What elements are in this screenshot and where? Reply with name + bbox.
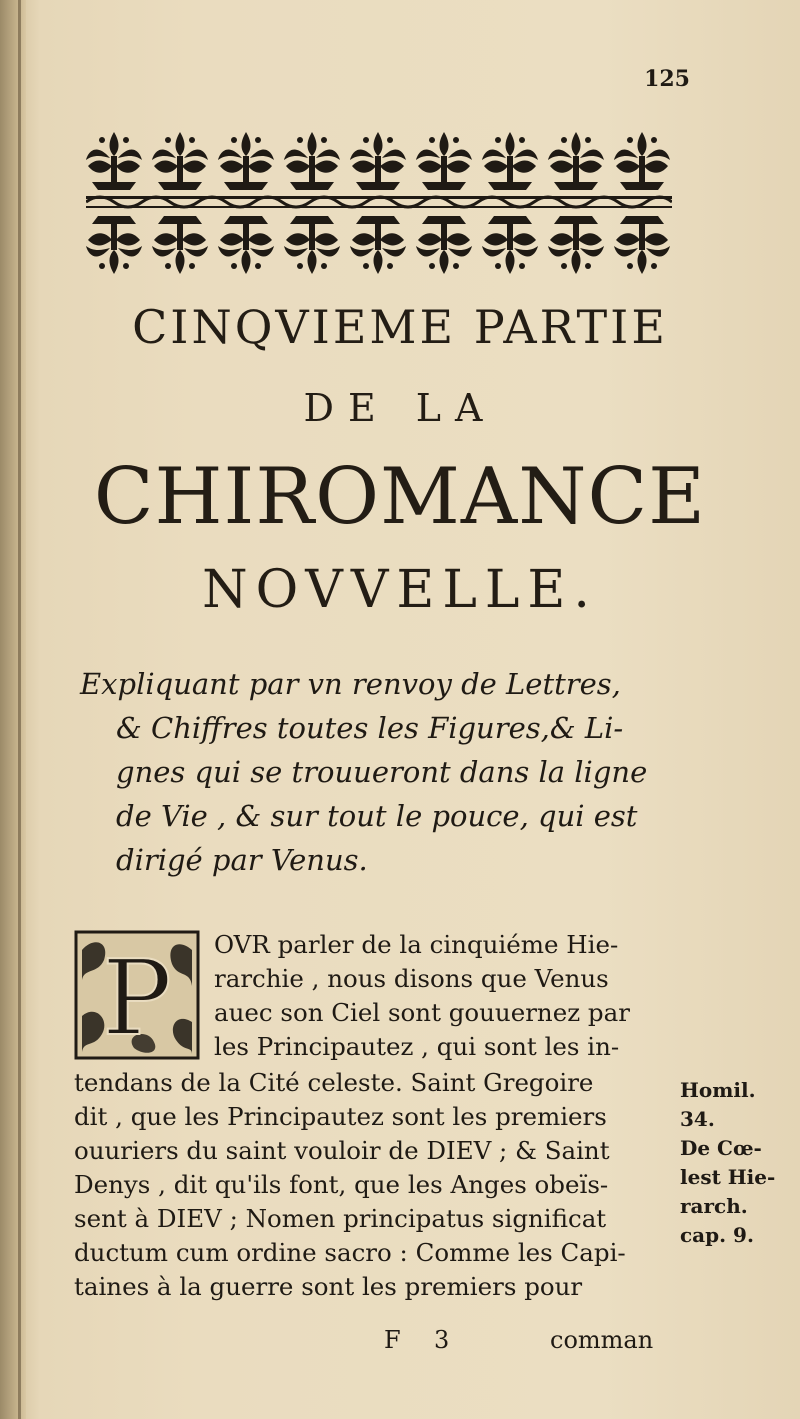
margin-notes — [680, 1076, 798, 1250]
signature-mark: F — [384, 1326, 401, 1354]
subtitle-line: & Chiffres toutes les Figures,& Li- — [116, 711, 624, 745]
page-number: 125 — [644, 66, 690, 92]
fleuron-ornament-band — [86, 124, 672, 276]
body-line: ductum cum ordine sacro : Comme les Capi- — [74, 1238, 626, 1267]
margin-note: 34. — [680, 1107, 715, 1131]
body-line: Denys , dit qu'ils font, que les Anges obeïs- — [74, 1170, 609, 1199]
body-line: dit , que les Principautez sont les premiers — [74, 1102, 607, 1131]
body-line: taines à la guerre sont les premiers pour — [74, 1272, 583, 1301]
margin-note: Homil. — [680, 1078, 756, 1102]
body-line: tendans de la Cité celeste. Saint Gregoire — [74, 1068, 594, 1097]
subtitle-line: gnes qui se trouueront dans la ligne — [116, 755, 648, 789]
binding-edge — [18, 0, 21, 1419]
title-part-heading: CINQVIEME PARTIE — [132, 300, 668, 354]
body-line: ouuriers du saint vouloir de DIEV ; & Saint — [74, 1136, 610, 1165]
margin-note: cap. 9. — [680, 1223, 754, 1247]
decorated-initial-p — [74, 930, 200, 1060]
title-nouvelle: NOVVELLE. — [202, 560, 598, 620]
body-line: auec son Ciel sont gouuernez par — [214, 998, 630, 1027]
dropcap-letter: P — [102, 937, 172, 1059]
title-de-la: DE LA — [303, 386, 497, 430]
body-line: les Principautez , qui sont les in- — [214, 1032, 620, 1061]
subtitle-line: Expliquant par vn renvoy de Lettres, — [80, 667, 621, 701]
subtitle-line: de Vie , & sur tout le pouce, qui est — [116, 799, 638, 833]
margin-note: De Cœ- — [680, 1136, 762, 1160]
margin-note: lest Hie- — [680, 1165, 776, 1189]
body-line: rarchie , nous disons que Venus — [214, 964, 609, 993]
italic-subtitle — [80, 662, 680, 882]
catchword: comman — [550, 1326, 654, 1354]
body-line: sent à DIEV ; Nomen principatus significat — [74, 1204, 607, 1233]
signature-number: 3 — [434, 1326, 450, 1354]
title-chiromance: CHIROMANCE — [93, 452, 707, 542]
binding-gutter — [0, 0, 26, 1419]
margin-note: rarch. — [680, 1194, 748, 1218]
subtitle-line: dirigé par Venus. — [116, 843, 368, 877]
body-line: OVR parler de la cinquiéme Hie- — [214, 930, 619, 959]
